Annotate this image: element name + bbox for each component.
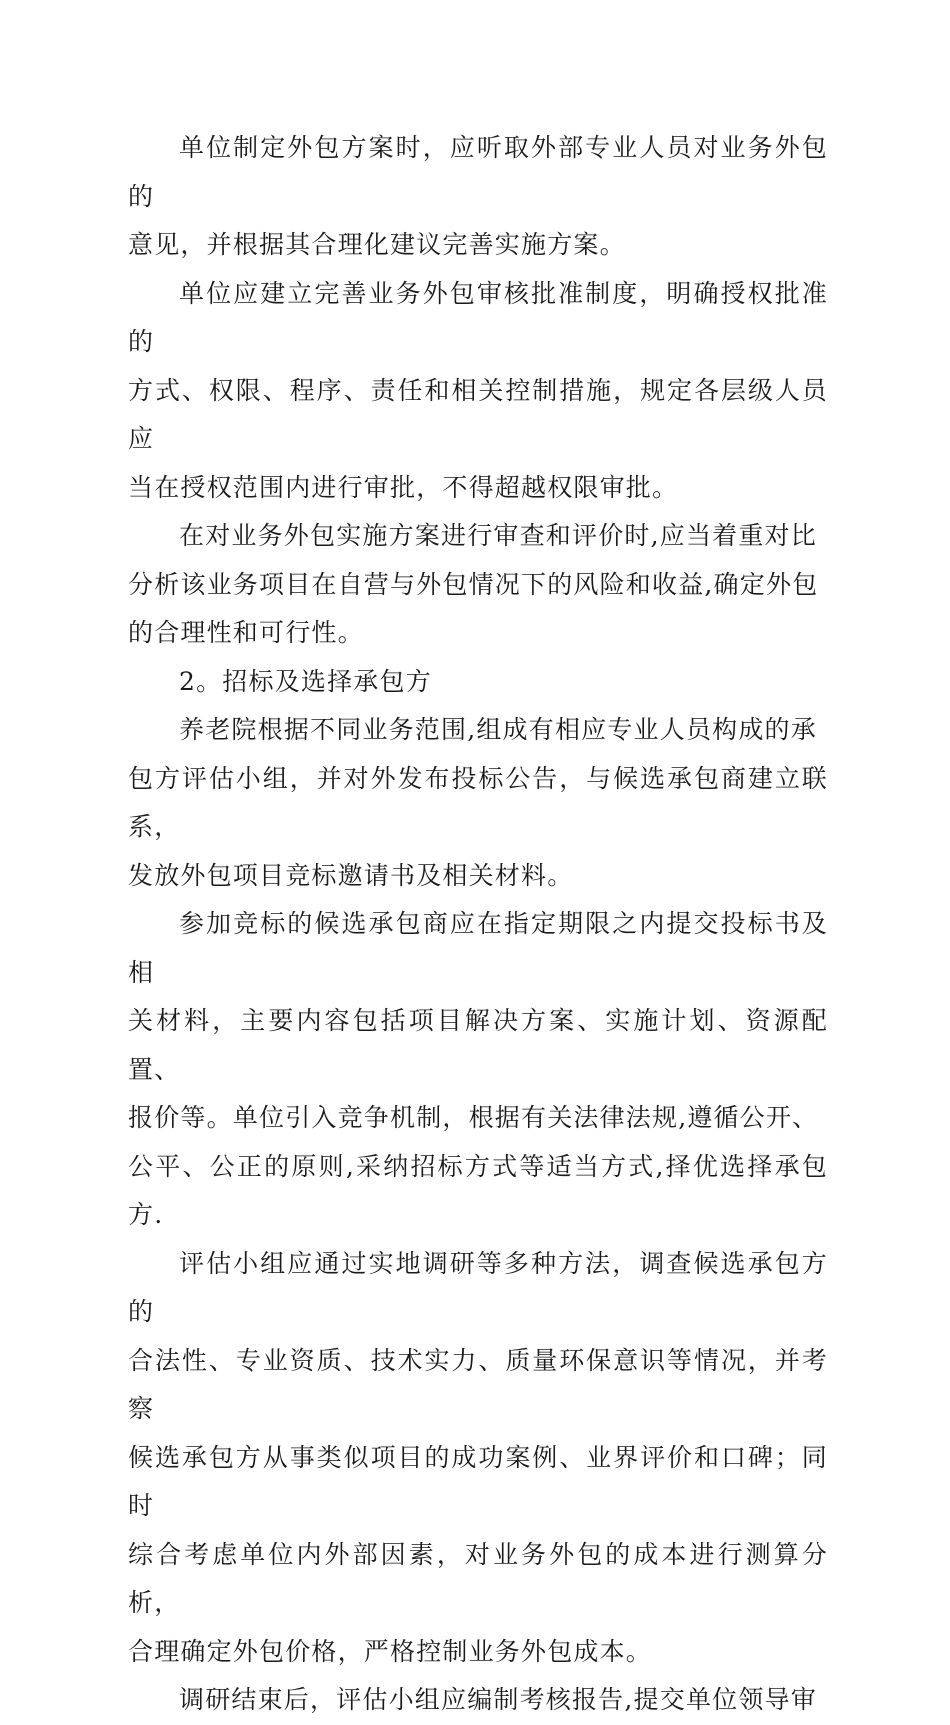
paragraph-evaluation-team — [128, 706, 828, 900]
document-body — [128, 124, 828, 1725]
paragraph-approval-system — [128, 270, 828, 513]
text-line: 包方评估小组，并对外发布投标公告，与候选承包商建立联系， — [128, 763, 828, 841]
text-line: 关材料，主要内容包括项目解决方案、实施计划、资源配置、 — [128, 1006, 828, 1084]
text-line: 候选承包方从事类似项目的成功案例、业界评价和口碑；同时 — [128, 1442, 828, 1520]
text-line: 综合考虑单位内外部因素，对业务外包的成本进行测算分析， — [128, 1539, 828, 1617]
text-line: 在对业务外包实施方案进行审查和评价时,应当着重对比 — [179, 521, 817, 550]
paragraph-review-evaluation — [128, 512, 828, 658]
text-line: 分析该业务项目在自营与外包情况下的风险和收益,确定外包 — [128, 569, 819, 599]
text-line: 调研结束后，评估小组应编制考核报告,提交单位领导审 — [179, 1685, 817, 1714]
text-line: 单位应建立完善业务外包审核批准制度，明确授权批准的 — [128, 278, 828, 356]
section-heading — [128, 658, 828, 707]
text-line: 合法性、专业资质、技术实力、质量环保意识等情况，并考察 — [128, 1345, 828, 1423]
text-line: 合理确定外包价格，严格控制业务外包成本。 — [128, 1636, 653, 1666]
paragraph-investigation — [128, 1240, 828, 1677]
text-line: 参加竞标的候选承包商应在指定期限之内提交投标书及相 — [128, 909, 828, 987]
text-line: 的合理性和可行性。 — [128, 618, 364, 647]
text-line: 当在授权范围内进行审批，不得超越权限审批。 — [128, 472, 679, 502]
section-heading-text: 2。招标及选择承包方 — [179, 666, 432, 696]
paragraph-bidding — [128, 900, 828, 1240]
text-line: 评估小组应通过实地调研等多种方法，调查候选承包方的 — [128, 1248, 828, 1326]
text-line: 发放外包项目竞标邀请书及相关材料。 — [128, 860, 574, 890]
paragraph-report — [128, 1676, 828, 1725]
text-line: 单位制定外包方案时，应听取外部专业人员对业务外包的 — [128, 133, 828, 211]
text-line: 报价等。单位引入竞争机制，根据有关法律法规,遵循公开、 — [128, 1103, 819, 1132]
paragraph-outsourcing-plan — [128, 124, 828, 270]
text-line: 方式、权限、程序、责任和相关控制措施，规定各层级人员应 — [128, 375, 828, 453]
text-line: 公平、公正的原则,采纳招标方式等适当方式,择优选择承包方. — [128, 1151, 828, 1229]
text-line: 养老院根据不同业务范围,组成有相应专业人员构成的承 — [179, 715, 817, 744]
text-line: 意见，并根据其合理化建议完善实施方案。 — [128, 230, 626, 259]
